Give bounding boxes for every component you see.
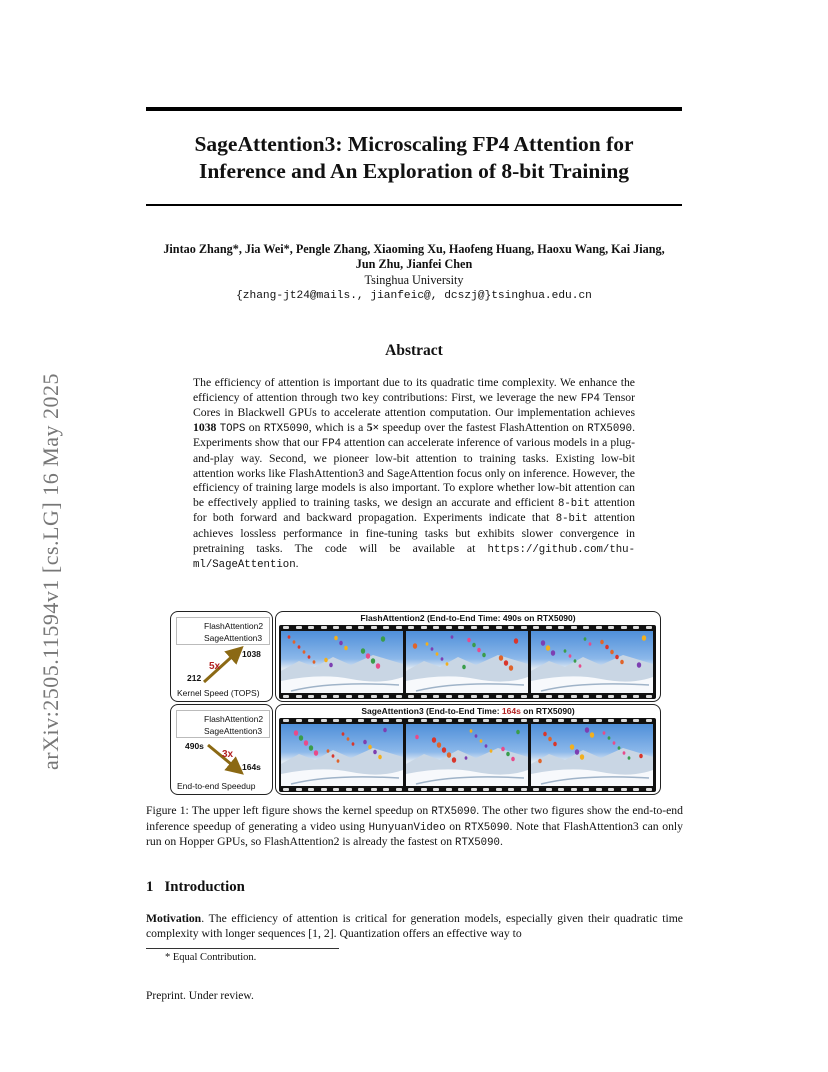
- film-sprocket-hole: [446, 788, 452, 791]
- film-sprocket-hole: [383, 695, 389, 698]
- fa2-frame-3: [531, 631, 653, 693]
- film-sprocket-hole: [321, 626, 327, 629]
- film-sprocket-hole: [596, 719, 602, 722]
- film-sprocket-hole: [308, 626, 314, 629]
- affiliation: Tsinghua University: [364, 273, 464, 287]
- authors-line-1: Jintao Zhang*, Jia Wei*, Pengle Zhang, Xiaoming Xu, Haofeng Huang, Haoxu Wang, Kai Jiang,: [163, 242, 665, 256]
- film-sprocket-hole: [508, 788, 514, 791]
- film-sprocket-hole: [308, 788, 314, 791]
- sa3-video-panel: [275, 704, 661, 795]
- film-sprocket-hole: [646, 719, 652, 722]
- film-sprocket-hole: [633, 719, 639, 722]
- snow-scene-image: [281, 631, 403, 693]
- abstract-heading: Abstract: [385, 342, 443, 359]
- e2e-high-value: 490s: [185, 741, 204, 751]
- film-sprocket-hole: [546, 719, 552, 722]
- film-sprocket-hole: [583, 719, 589, 722]
- film-sprocket-hole: [571, 719, 577, 722]
- title-line-1: SageAttention3: Microscaling FP4 Attention for: [194, 132, 634, 156]
- author-emails: {zhang-jt24@mails., jianfeic@, dcszj@}tsinghua.edu.cn: [236, 290, 592, 302]
- sa3-video-title: SageAttention3 (End-to-End Time: 164s on RTX5090): [361, 706, 575, 716]
- snow-scene-image: [406, 631, 528, 693]
- film-sprocket-hole: [396, 719, 402, 722]
- figure-1-caption: Figure 1: The upper left figure shows the kernel speedup on RTX5090. The other two figures show the end-to-end inference speedup of generating a video using HunyuanVideo on RTX5090. Note that FlashAttention3 can only run on Hopper GPUs, so FlashAttention2 is already the fastest on RTX5090.: [146, 804, 684, 850]
- fa2-frame-1: [281, 631, 403, 693]
- film-sprocket-hole: [296, 788, 302, 791]
- film-sprocket-hole: [508, 695, 514, 698]
- film-sprocket-hole: [621, 626, 627, 629]
- film-sprocket-hole: [496, 788, 502, 791]
- film-sprocket-hole: [446, 719, 452, 722]
- section-heading-introduction: 1 Introduction: [146, 879, 245, 895]
- film-sprocket-hole: [433, 788, 439, 791]
- film-sprocket-hole: [383, 626, 389, 629]
- snow-scene-image: [531, 631, 653, 693]
- film-sprocket-hole: [521, 719, 527, 722]
- film-sprocket-hole: [471, 788, 477, 791]
- film-sprocket-hole: [346, 626, 352, 629]
- abstract-text: The efficiency of attention is important due to its quadratic time complexity. We enhance the efficiency of attention through two key contributions: First, we leverage the new FP4 Tensor Cores in Blackwell GPUs to accelerate attention computation. Our implementation achieves 1038 TOPS on RTX5090, which is a 5× speedup over the fastest FlashAttention on RTX5090. Experiments show that our FP4 attention can accelerate inference of various models in a plug-and-play way. Second, we pioneer low-bit attention to training tasks. Existing low-bit attention works like FlashAttention3 and SageAttention focus only on inference. However, the efficiency of training large models is also important. To explore whether low-bit attention can be effectively applied to training tasks, we design an accurate and efficient 8-bit attention for both forward and backward propagation. Experiments indicate that 8-bit attention achieves lossless performance in fine-tuning tasks but exhibits slower convergence in pretraining tasks. The code will be available at https://github.com/thu-ml/SageAttention.: [193, 376, 636, 572]
- film-sprocket-hole: [533, 788, 539, 791]
- film-sprocket-hole: [596, 788, 602, 791]
- film-sprocket-hole: [533, 626, 539, 629]
- e2e-factor: 3x: [222, 749, 234, 760]
- film-sprocket-hole: [633, 695, 639, 698]
- film-sprocket-hole: [346, 695, 352, 698]
- film-sprocket-hole: [571, 788, 577, 791]
- film-sprocket-hole: [508, 626, 514, 629]
- film-sprocket-hole: [421, 719, 427, 722]
- film-sprocket-hole: [558, 788, 564, 791]
- film-sprocket-hole: [371, 626, 377, 629]
- film-sprocket-hole: [408, 719, 414, 722]
- film-sprocket-hole: [396, 788, 402, 791]
- film-sprocket-hole: [621, 788, 627, 791]
- fa2-frame-2: [406, 631, 528, 693]
- film-sprocket-hole: [646, 788, 652, 791]
- film-sprocket-hole: [558, 695, 564, 698]
- film-sprocket-hole: [446, 695, 452, 698]
- film-sprocket-hole: [358, 626, 364, 629]
- fa2-video-panel: [275, 611, 661, 702]
- film-sprocket-hole: [483, 719, 489, 722]
- film-sprocket-hole: [483, 626, 489, 629]
- film-sprocket-hole: [458, 626, 464, 629]
- kernel-low-value: 212: [187, 673, 202, 683]
- film-sprocket-hole: [646, 695, 652, 698]
- film-sprocket-hole: [346, 719, 352, 722]
- author-list: [100, 242, 728, 272]
- film-sprocket-hole: [283, 719, 289, 722]
- footnote-equal-contribution: * Equal Contribution.: [165, 952, 257, 963]
- film-sprocket-hole: [496, 719, 502, 722]
- film-sprocket-hole: [383, 719, 389, 722]
- film-sprocket-hole: [508, 719, 514, 722]
- e2e-low-value: 164s: [242, 762, 261, 772]
- film-sprocket-hole: [483, 788, 489, 791]
- film-sprocket-hole: [283, 626, 289, 629]
- film-sprocket-hole: [446, 626, 452, 629]
- e2e-panel-label: End-to-end Speedup: [177, 781, 256, 791]
- film-sprocket-hole: [333, 788, 339, 791]
- film-sprocket-hole: [421, 695, 427, 698]
- film-sprocket-hole: [321, 719, 327, 722]
- film-sprocket-hole: [521, 626, 527, 629]
- film-sprocket-hole: [333, 719, 339, 722]
- film-sprocket-hole: [358, 719, 364, 722]
- film-sprocket-hole: [458, 719, 464, 722]
- film-sprocket-hole: [458, 695, 464, 698]
- film-sprocket-hole: [283, 788, 289, 791]
- film-sprocket-hole: [333, 695, 339, 698]
- figure-1: [170, 609, 660, 795]
- fa2-filmstrip: [279, 625, 656, 699]
- film-sprocket-hole: [546, 695, 552, 698]
- film-sprocket-hole: [358, 695, 364, 698]
- film-sprocket-hole: [608, 719, 614, 722]
- e2e-legend-sa3: SageAttention3: [204, 726, 263, 736]
- film-sprocket-hole: [296, 695, 302, 698]
- film-sprocket-hole: [608, 626, 614, 629]
- sa3-frame-3: [531, 724, 653, 786]
- film-sprocket-hole: [533, 719, 539, 722]
- e2e-speedup-panel: [170, 704, 273, 795]
- film-sprocket-hole: [408, 626, 414, 629]
- film-sprocket-hole: [408, 695, 414, 698]
- authors-line-2: Jun Zhu, Jianfei Chen: [355, 257, 473, 271]
- kernel-legend-sa3: SageAttention3: [204, 633, 263, 643]
- film-sprocket-hole: [533, 695, 539, 698]
- sa3-frame-2: [406, 724, 528, 786]
- film-sprocket-hole: [408, 788, 414, 791]
- title-line-2: Inference and An Exploration of 8-bit Training: [198, 159, 630, 183]
- snow-scene-image: [281, 724, 403, 786]
- film-sprocket-hole: [421, 626, 427, 629]
- film-sprocket-hole: [521, 788, 527, 791]
- sa3-filmstrip: [279, 718, 656, 792]
- film-sprocket-hole: [471, 719, 477, 722]
- film-sprocket-hole: [321, 695, 327, 698]
- title-top-rule: [146, 107, 682, 111]
- code-url-link[interactable]: https://github.com/thu-ml/SageAttention: [193, 543, 635, 572]
- film-sprocket-hole: [496, 626, 502, 629]
- film-sprocket-hole: [571, 626, 577, 629]
- film-sprocket-hole: [346, 788, 352, 791]
- film-sprocket-hole: [608, 695, 614, 698]
- e2e-legend-fa2: FlashAttention2: [204, 714, 264, 724]
- film-sprocket-hole: [321, 788, 327, 791]
- film-sprocket-hole: [421, 788, 427, 791]
- preprint-notice: Preprint. Under review.: [146, 990, 254, 1002]
- film-sprocket-hole: [546, 788, 552, 791]
- snow-scene-image: [531, 724, 653, 786]
- kernel-factor: 5x: [209, 661, 221, 672]
- film-sprocket-hole: [383, 788, 389, 791]
- kernel-legend-fa2: FlashAttention2: [204, 621, 264, 631]
- title-bottom-rule: [146, 204, 682, 206]
- intro-paragraph: Motivation. The efficiency of attention is critical for generation models, especially given their quadratic time complexity with longer sequences [1, 2]. Quantization offers an effective way to: [146, 912, 683, 940]
- kernel-speed-panel: [170, 611, 273, 702]
- film-sprocket-hole: [471, 695, 477, 698]
- film-sprocket-hole: [483, 695, 489, 698]
- paper-title: [100, 131, 728, 185]
- sa3-frame-1: [281, 724, 403, 786]
- film-sprocket-hole: [458, 788, 464, 791]
- footnote-rule: [146, 948, 339, 949]
- film-sprocket-hole: [296, 719, 302, 722]
- film-sprocket-hole: [608, 788, 614, 791]
- film-sprocket-hole: [583, 626, 589, 629]
- film-sprocket-hole: [371, 719, 377, 722]
- film-sprocket-hole: [283, 695, 289, 698]
- film-sprocket-hole: [396, 626, 402, 629]
- film-sprocket-hole: [396, 695, 402, 698]
- film-sprocket-hole: [596, 626, 602, 629]
- film-sprocket-hole: [433, 719, 439, 722]
- film-sprocket-hole: [558, 626, 564, 629]
- film-sprocket-hole: [633, 626, 639, 629]
- film-sprocket-hole: [371, 788, 377, 791]
- kernel-high-value: 1038: [242, 649, 261, 659]
- film-sprocket-hole: [633, 788, 639, 791]
- film-sprocket-hole: [596, 695, 602, 698]
- film-sprocket-hole: [371, 695, 377, 698]
- film-sprocket-hole: [308, 695, 314, 698]
- fa2-video-title: FlashAttention2 (End-to-End Time: 490s on RTX5090): [360, 613, 576, 623]
- film-sprocket-hole: [496, 695, 502, 698]
- film-sprocket-hole: [546, 626, 552, 629]
- film-sprocket-hole: [583, 695, 589, 698]
- film-sprocket-hole: [433, 695, 439, 698]
- film-sprocket-hole: [558, 719, 564, 722]
- film-sprocket-hole: [333, 626, 339, 629]
- film-sprocket-hole: [296, 626, 302, 629]
- film-sprocket-hole: [646, 626, 652, 629]
- film-sprocket-hole: [521, 695, 527, 698]
- snow-scene-image: [406, 724, 528, 786]
- film-sprocket-hole: [571, 695, 577, 698]
- film-sprocket-hole: [471, 626, 477, 629]
- arxiv-identifier: arXiv:2505.11594v1 [cs.LG] 16 May 2025: [38, 372, 63, 770]
- film-sprocket-hole: [621, 719, 627, 722]
- film-sprocket-hole: [621, 695, 627, 698]
- film-sprocket-hole: [583, 788, 589, 791]
- film-sprocket-hole: [358, 788, 364, 791]
- film-sprocket-hole: [308, 719, 314, 722]
- film-sprocket-hole: [433, 626, 439, 629]
- kernel-panel-label: Kernel Speed (TOPS): [177, 688, 260, 698]
